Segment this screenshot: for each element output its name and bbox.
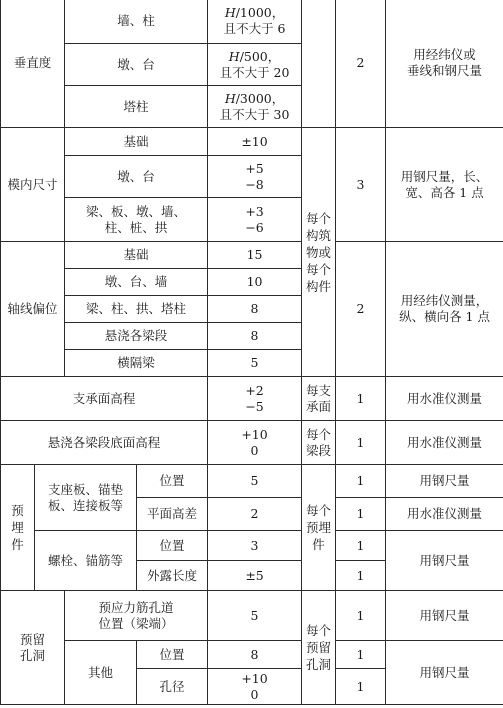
sub-item-cell: 外露长度 — [137, 561, 208, 591]
tolerance-cell: 2 — [208, 498, 302, 531]
method-line1: 用钢尺量，长、 — [400, 168, 489, 184]
item-support: 支承面高程 — [1, 377, 208, 421]
method-cell: 用钢尺量 — [386, 465, 503, 498]
sub-item-cell: 平面高差 — [137, 498, 208, 531]
tolerance-cell — [208, 669, 302, 705]
group-line: 件 — [11, 537, 24, 552]
scope-line: 梁段 — [306, 442, 332, 458]
scope-cell — [302, 128, 336, 377]
group-line: 埋 — [11, 520, 24, 535]
method-line2: 垂线和钢尺量 — [407, 63, 483, 78]
group-hole — [1, 591, 65, 705]
count-cell: 3 — [336, 128, 386, 242]
method-cell: 用水准仪测量 — [386, 498, 503, 531]
item-other: 其他 — [65, 641, 137, 705]
item-cell: 墩、台 — [65, 156, 208, 198]
tol-line2: −8 — [245, 176, 264, 192]
tolerance-cell: 8 — [208, 323, 302, 350]
scope-line: 构件 — [306, 278, 332, 294]
item-cell: 梁、柱、拱、塔柱 — [65, 296, 208, 323]
tolerance-cell — [208, 198, 302, 242]
scope-line: 物或 — [306, 244, 332, 260]
scope-line: 构筑 — [306, 227, 332, 243]
tolerance-cell: 8 — [208, 641, 302, 669]
group-line2: 孔洞 — [20, 647, 46, 663]
count-cell: 1 — [336, 465, 386, 498]
method-cell: 用水准仪测量 — [386, 421, 503, 465]
tol-var: H — [228, 48, 240, 64]
group-embedded — [1, 465, 35, 591]
item-bolt: 螺栓、锚筋等 — [35, 531, 137, 591]
count-cell: 1 — [336, 377, 386, 421]
item-cell: 墙、柱 — [65, 0, 208, 44]
tolerance-cell: 10 — [208, 269, 302, 296]
method-line2: 宽、高各 1 点 — [405, 184, 484, 200]
group-axis: 轴线偏位 — [1, 242, 65, 377]
tolerance-cell — [208, 156, 302, 198]
count-cell: 1 — [336, 561, 386, 591]
item-cell: 基础 — [65, 128, 208, 156]
item-cell: 塔柱 — [65, 86, 208, 128]
scope-line: 每个 — [306, 261, 332, 277]
tolerance-cell: 3 — [208, 531, 302, 561]
group-line1: 预留 — [20, 631, 46, 647]
item-prestress — [65, 591, 208, 641]
tolerance-cell: 5 — [208, 350, 302, 377]
group-line: 预 — [11, 503, 24, 518]
tol-var: H — [224, 90, 236, 106]
scope-line: 件 — [312, 537, 325, 552]
item-cell: 横隔梁 — [65, 350, 208, 377]
tol-line1: +3 — [245, 203, 264, 219]
tol-line2: 且不大于 30 — [219, 106, 290, 122]
tolerance-cell: 15 — [208, 242, 302, 269]
scope-line: 预埋 — [306, 520, 332, 535]
item-cell: 墩、台 — [65, 44, 208, 86]
tol-rest: /3000， — [235, 90, 285, 106]
scope-cell — [302, 465, 336, 591]
item-cell — [65, 198, 208, 242]
method-cell — [386, 128, 503, 242]
item-line2: 位置（梁端） — [98, 615, 174, 631]
tol-var: H — [224, 5, 236, 20]
tolerance-cell — [208, 44, 302, 86]
scope-cell-blank — [302, 0, 336, 128]
sub-item-cell: 位置 — [137, 641, 208, 669]
item-line1: 预应力筋孔道 — [98, 599, 174, 615]
item-segment: 悬浇各梁段底面高程 — [1, 421, 208, 465]
tolerance-cell: ±5 — [208, 561, 302, 591]
method-cell: 用钢尺量 — [386, 591, 503, 641]
method-cell: 用钢尺量 — [386, 641, 503, 705]
scope-line: 每支 — [306, 382, 332, 398]
scope-line: 每个 — [306, 623, 332, 638]
scope-line: 每个 — [306, 210, 332, 226]
tolerance-cell — [208, 86, 302, 128]
item-line2: 板、连接板等 — [48, 497, 124, 513]
tolerance-cell — [208, 421, 302, 465]
scope-line: 孔洞 — [306, 657, 332, 672]
tol-line1: +10 — [241, 426, 268, 442]
count-cell: 2 — [336, 242, 386, 377]
tolerance-cell: 8 — [208, 296, 302, 323]
item-line1: 梁、板、墩、墙、 — [86, 203, 187, 219]
method-cell: 用钢尺量 — [386, 531, 503, 591]
tol-line2: 0 — [250, 686, 259, 702]
method-cell — [386, 0, 503, 128]
sub-item-cell: 孔径 — [137, 669, 208, 705]
count-cell: 1 — [336, 641, 386, 669]
method-line1: 用经纬仪测量， — [400, 293, 489, 308]
item-cell: 墩、台、墙 — [65, 269, 208, 296]
tol-rest: /1000， — [235, 5, 285, 20]
item-cell: 基础 — [65, 242, 208, 269]
tol-line2: −5 — [245, 398, 264, 414]
scope-line: 预留 — [306, 640, 332, 655]
tol-line2: 且不大于 6 — [223, 21, 286, 36]
item-line1: 支座板、锚垫 — [48, 481, 124, 497]
tolerance-cell — [208, 0, 302, 44]
group-vertical: 垂直度 — [1, 0, 65, 128]
scope-line: 承面 — [306, 398, 332, 414]
method-cell — [386, 242, 503, 377]
item-plate — [35, 465, 137, 531]
sub-item-cell: 位置 — [137, 531, 208, 561]
method-line2: 纵、横向各 1 点 — [399, 309, 490, 324]
count-cell: 1 — [336, 531, 386, 561]
item-line2: 柱、桩、拱 — [104, 219, 168, 235]
count-cell: 1 — [336, 591, 386, 641]
count-cell: 1 — [336, 669, 386, 705]
tol-line1: +5 — [245, 160, 264, 176]
item-cell: 悬浇各梁段 — [65, 323, 208, 350]
tolerance-cell — [208, 377, 302, 421]
scope-line: 每个 — [306, 503, 332, 518]
scope-line: 每个 — [306, 426, 332, 442]
sub-item-cell: 位置 — [137, 465, 208, 498]
scope-cell — [302, 591, 336, 705]
tolerance-cell: ±10 — [208, 128, 302, 156]
tolerance-cell: 5 — [208, 591, 302, 641]
count-cell: 1 — [336, 498, 386, 531]
tol-line2: 且不大于 20 — [219, 64, 290, 80]
tol-line2: −6 — [245, 219, 264, 235]
tol-rest: /500， — [239, 48, 281, 64]
count-cell: 2 — [336, 0, 386, 128]
method-cell: 用水准仪测量 — [386, 377, 503, 421]
tol-line1: +10 — [241, 670, 268, 686]
count-cell: 1 — [336, 421, 386, 465]
group-mold: 模内尺寸 — [1, 128, 65, 242]
scope-cell — [302, 421, 336, 465]
method-line1: 用经纬仪或 — [413, 47, 476, 62]
tolerance-cell: 5 — [208, 465, 302, 498]
scope-cell — [302, 377, 336, 421]
tol-line1: +2 — [245, 382, 264, 398]
tol-line2: 0 — [250, 442, 259, 458]
